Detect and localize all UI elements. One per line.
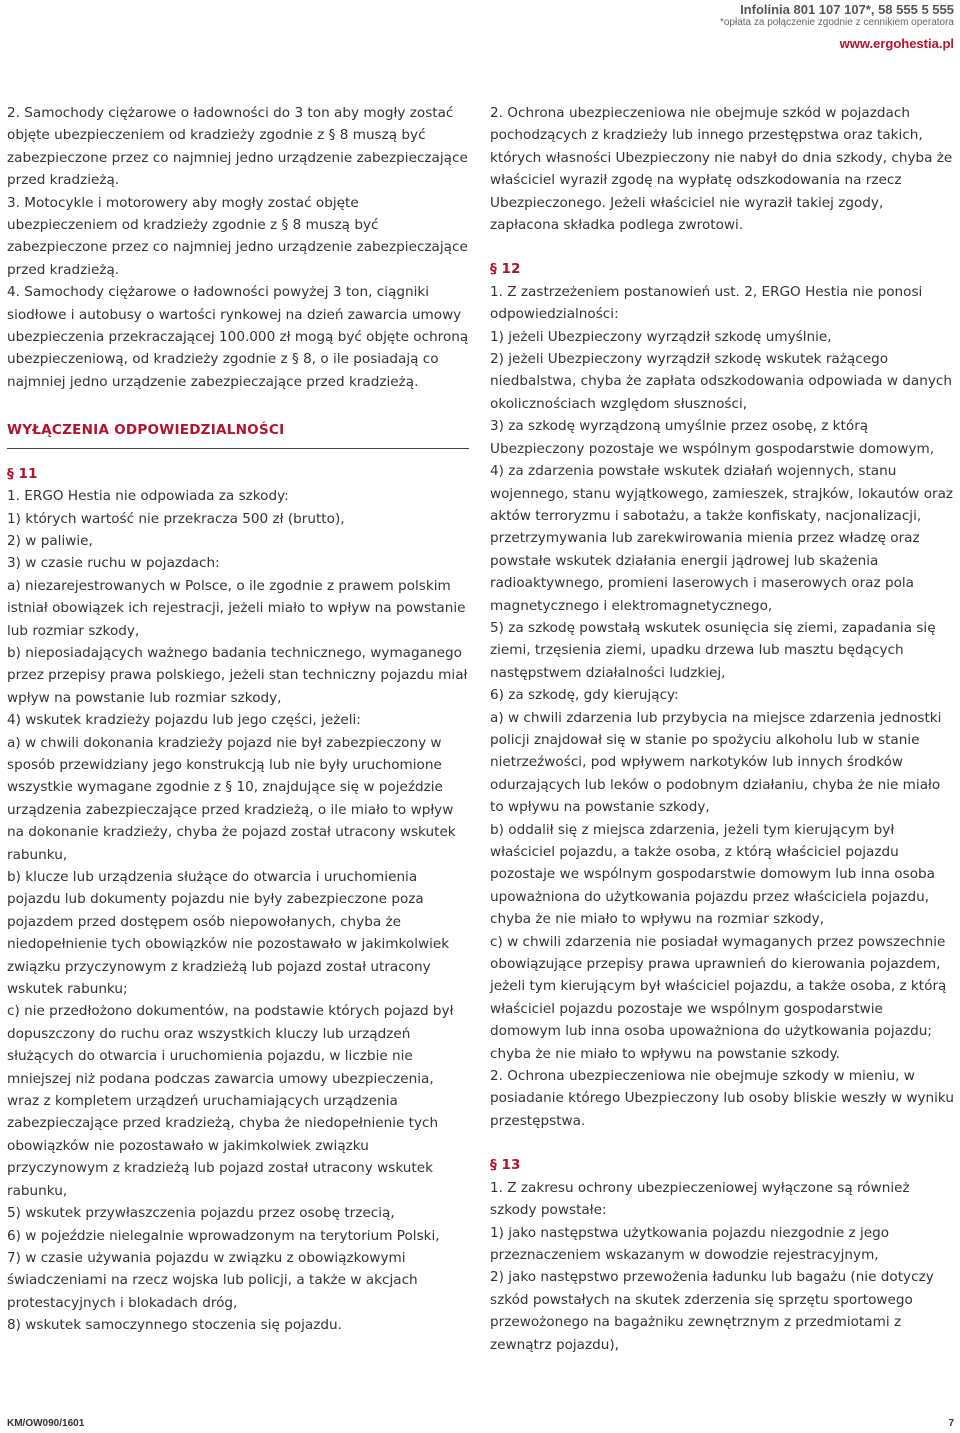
list-item: 3) za szkodę wyrządzoną umyślnie przez osobę, z którą Ubezpieczony pozostaje we wspólnym gospodarstwie domowym, [490, 418, 935, 457]
list-item: 4) wskutek kradzieży pojazdu lub jego części, jeżeli: [7, 712, 361, 729]
hotline-number: Infolinia 801 107 107*, 58 555 5 555 [740, 2, 954, 17]
paragraph: 2. Ochrona ubezpieczeniowa nie obejmuje szkód w pojazdach pochodzących z kradzieży lub innego przestępstwa oraz takich, których własności Ubezpieczony nie nabył do dnia szkody, chyba że właściciel wyraził zgodę na wypłatę odszkodowania na rzecz Ubezpieczonego. Jeżeli właściciel nie wyraził takiej zgody, zapłacona składka podlega zwrotowi. [490, 105, 953, 234]
list-item: a) w chwili zdarzenia lub przybycia na miejsce zdarzenia jednostki policji znajdował się w stanie po spożyciu alkoholu lub w stanie nietrzeźwości, pod wpływem narkotyków lub innych środków odurzających lub leków o podobnym działaniu, chyba że nie miało to wpływu na powstanie szkody, [490, 709, 942, 816]
list-item: 1) których wartość nie przekracza 500 zł (brutto), [7, 510, 345, 527]
paragraph: 2. Samochody ciężarowe o ładowności do 3 ton aby mogły zostać objęte ubezpieczeniem od kradzieży zgodnie z § 8 muszą być zabezpieczone przez co najmniej jedno urządzenie zabezpieczające przed kradzieżą. [7, 105, 468, 189]
list-item: c) nie przedłożono dokumentów, na podstawie których pojazd był dopuszczony do ruchu oraz wszystkich kluczy lub urządzeń służących do otwarcia i uruchomienia pojazdu, w liczbie nie mniejszej niż podana podczas zawarcia umowy ubezpieczenia, wraz z kompletem urządzeń uruchamiających urządzenia zabezpieczające przed kradzieżą, chyba że niedopełnienie tych obowiązków nie pozostawało w jakimkolwiek związku przyczynowym z kradzieżą lub pojazd został utracony wskutek rabunku, [7, 1003, 454, 1199]
list-item: 5) za szkodę powstałą wskutek osunięcia się ziemi, zapadania się ziemi, trzęsienia ziemi, upadku drzewa lub masztu będących następstwem działalności ludzkiej, [490, 619, 936, 681]
list-item: b) oddalił się z miejsca zdarzenia, jeżeli tym kierującym był właściciel pojazdu, a także osoba, z którą właściciel pojazdu pozostaje we wspólnym gospodarstwie domowym lub inna osoba upoważniona do użytkowania pojazdu przez właściciela pojazdu, chyba że nie miało to wpływu na rozmiar szkody, [490, 821, 935, 928]
paragraph: 3. Motocykle i motorowery aby mogły zostać objęte ubezpieczeniem od kradzieży zgodnie z § 8 muszą być zabezpieczone przez co najmniej jedno urządzenie zabezpieczające przed kradzieżą. [7, 194, 468, 278]
list-item: 7) w czasie używania pojazdu w związku z obowiązkowymi świadczeniami na rzecz wojska lub policji, a także w akcjach protestacyjnych i blokadach dróg, [7, 1249, 418, 1311]
left-column [7, 102, 469, 1337]
list-item: 1. Z zastrzeżeniem postanowień ust. 2, ERGO Hestia nie ponosi odpowiedzialności: [490, 283, 923, 323]
right-column [490, 102, 956, 1356]
list-item: 4) za zdarzenia powstałe wskutek działań wojennych, stanu wojennego, stanu wyjątkowego, zamieszek, strajków, lokautów oraz aktów terroryzmu i sabotażu, a także konfiskaty, nacjonalizacji, przetrzymywania lub zarekwirowania mienia przez władzę oraz powstałe wskutek działania energii jądrowej lub skażenia radioaktywnego, promieni laserowych i maserowych oraz pola magnetycznego i elektromagnetycznego, [490, 463, 954, 614]
list-item: 3) w czasie ruchu w pojazdach: [7, 555, 220, 572]
list-item: a) w chwili dokonania kradzieży pojazd nie był zabezpieczony w sposób przewidziany jego konstrukcją lub nie były uruchomione wszystkie wymagane zgodnie z § 10, znajdujące się w pojeździe urządzenia zabezpieczające przed kradzieżą, o ile miało to wpływ na dokonanie kradzieży, chyba że pojazd został utracony wskutek rabunku, [7, 734, 456, 863]
paragraph: 4. Samochody ciężarowe o ładowności powyżej 3 ton, ciągniki siodłowe i autobusy o wartości rynkowej na dzień zawarcia umowy ubezpieczenia przekraczającej 100.000 zł mogą być objęte ochroną ubezpieczeniową, od kradzieży zgodnie z § 8, o ile posiadają co najmniej jedno urządzenie zabezpieczające przed kradzieżą. [7, 284, 469, 390]
list-item: 2) w paliwie, [7, 532, 93, 549]
list-item: b) klucze lub urządzenia służące do otwarcia i uruchomienia pojazdu lub dokumenty pojazdu nie były zabezpieczone poza pojazdem przed dostępem osób niepowołanych, chyba że niedopełnienie tych obowiązków nie pozostawało w jakimkolwiek związku przyczynowym z kradzieżą lub pojazd został utracony wskutek rabunku; [7, 869, 450, 998]
list-item: 1) jako następstwa użytkowania pojazdu niezgodnie z jego przeznaczeniem wskazanym w dowodzie rejestracyjnym, [490, 1224, 890, 1263]
list-item: 8) wskutek samoczynnego stoczenia się pojazdu. [7, 1317, 342, 1334]
list-item: 6) w pojeździe nielegalnie wprowadzonym na terytorium Polski, [7, 1227, 440, 1244]
list-item: b) nieposiadających ważnego badania technicznego, wymaganego przez przepisy prawa polskiego, jeżeli stan techniczny pojazdu miał wpływ na powstanie lub rozmiar szkody, [7, 644, 468, 706]
page-header [720, 2, 954, 51]
list-item: 5) wskutek przywłaszczenia pojazdu przez osobę trzecią, [7, 1205, 395, 1222]
list-item: 1) jeżeli Ubezpieczony wyrządził szkodę umyślnie, [490, 328, 832, 345]
section-number: § 12 [490, 261, 521, 278]
list-item: 2) jeżeli Ubezpieczony wyrządził szkodę wskutek rażącego niedbalstwa, chyba że zapłata odszkodowania odpowiada w danych okolicznościach względom słuszności, [490, 351, 952, 412]
document-code: KM/OW090/1601 [7, 1418, 85, 1429]
section-number: § 11 [7, 465, 38, 482]
section-number: § 13 [490, 1157, 521, 1174]
call-fee-note: *opłata za połączenie zgodnie z cennikiem operatora [719, 17, 954, 28]
list-item: 1. ERGO Hestia nie odpowiada za szkody: [7, 488, 289, 505]
list-item: c) w chwili zdarzenia nie posiadał wymaganych przez powszechnie obowiązujące przepisy prawa uprawnień do kierowania pojazdem, jeżeli tym kierującym był właściciel pojazdu, a także osoba, z którą właściciel pojazdu pozostaje we wspólnym gospodarstwie domowym lub inna osoba upoważniona do użytkowania pojazdu; chyba że nie miało to wpływu na powstanie szkody. [490, 933, 947, 1062]
section-heading: WYŁĄCZENIA ODPOWIEDZIALNOŚCI [7, 419, 469, 448]
list-item: 2) jako następstwo przewożenia ładunku lub bagażu (nie dotyczy szkód powstałych na skutek zderzenia się sprzętu sportowego przewożonego na bagażniku zewnętrznym z przedmiotami z zewnątrz pojazdu), [490, 1269, 934, 1353]
website-link[interactable]: www.ergohestia.pl [839, 36, 954, 51]
list-item: a) niezarejestrowanych w Polsce, o ile zgodnie z prawem polskim istniał obowiązek ich rejestracji, jeżeli miało to wpływ na powstanie lub rozmiar szkody, [7, 577, 466, 639]
list-item: 6) za szkodę, gdy kierujący: [490, 687, 679, 704]
list-item: 1. Z zakresu ochrony ubezpieczeniowej wyłączone są również szkody powstałe: [490, 1179, 910, 1219]
list-item: 2. Ochrona ubezpieczeniowa nie obejmuje szkody w mieniu, w posiadanie którego Ubezpieczony lub osoby bliskie weszły w wyniku przestępstwa. [490, 1068, 955, 1129]
page-number: 7 [948, 1418, 954, 1429]
